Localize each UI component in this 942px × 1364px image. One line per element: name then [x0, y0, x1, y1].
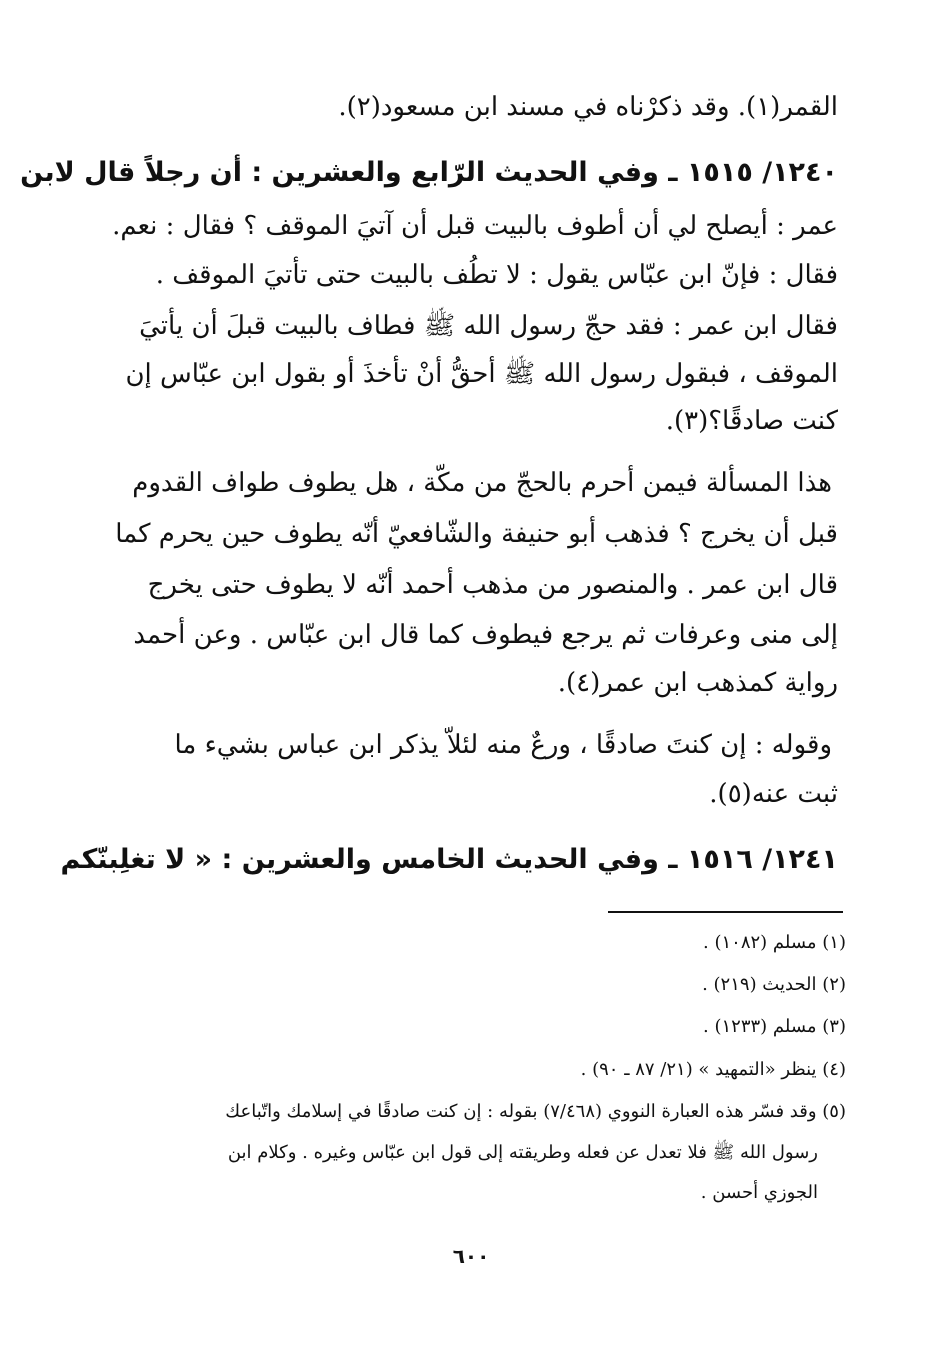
- text-line: كنت صادقًا؟(٣).: [665, 406, 838, 436]
- text-line: قبل أن يخرج ؟ فذهب أبو حنيفة والشّافعيّ أنّه يطوف حين يحرم كما: [115, 519, 838, 549]
- footnote-5: (٥) وقد فسّر هذه العبارة النووي (٧/٤٦٨) بقوله : إن كنت صادقًا في إسلامك واتّباعك: [225, 1101, 846, 1122]
- text-line: ثبت عنه(٥).: [709, 779, 838, 809]
- hadith-heading-1240: ١٢٤٠/ ١٥١٥ ـ وفي الحديث الرّابع والعشرين : أن رجلاً قال لابن: [20, 157, 838, 188]
- text-line: رواية كمذهب ابن عمر(٤).: [557, 668, 838, 698]
- footnote-2: (٢) الحديث (٢١٩) .: [702, 974, 846, 995]
- footnote-1: (١) مسلم (١٠٨٢) .: [703, 932, 846, 953]
- text-line: فقال : فإنّ ابن عبّاس يقول : لا تطُف بالبيت حتى تأتيَ الموقف .: [155, 260, 838, 290]
- footnote-4: (٤) ينظر «التمهيد » (٢١/ ٨٧ ـ ٩٠) .: [580, 1059, 846, 1080]
- footnote-3: (٣) مسلم (١٢٣٣) .: [703, 1016, 846, 1037]
- hadith-heading-1241: ١٢٤١/ ١٥١٦ ـ وفي الحديث الخامس والعشرين : « لا تغلِبنّكم: [60, 844, 838, 875]
- text-line: القمر(١). وقد ذكرْناه في مسند ابن مسعود(٢).: [338, 92, 838, 122]
- text-line: قال ابن عمر . والمنصور من مذهب أحمد أنّه لا يطوف حتى يخرج: [147, 570, 838, 600]
- text-line: وقوله : إن كنتَ صادقًا ، ورعٌ منه لئلاّ يذكر ابن عباس بشيء ما: [174, 730, 832, 760]
- text-line: الموقف ، فبقول رسول الله ﷺ أحقُّ أنْ تأخذَ أو بقول ابن عبّاس إن: [125, 359, 838, 389]
- text-line: إلى منى وعرفات ثم يرجع فيطوف كما قال ابن عبّاس . وعن أحمد: [133, 620, 838, 650]
- page-number: ٦٠٠: [452, 1244, 490, 1268]
- text-line: عمر : أيصلح لي أن أطوف بالبيت قبل أن آتيَ الموقف ؟ فقال : نعم.: [112, 211, 838, 241]
- text-line: هذا المسألة فيمن أحرم بالحجّ من مكّة ، هل يطوف طواف القدوم: [132, 468, 832, 498]
- footnote-5-continued: رسول الله ﷺ فلا تعدل عن فعله وطريقته إلى قول ابن عبّاس وغيره . وكلام ابن: [227, 1142, 818, 1163]
- text-line: فقال ابن عمر : فقد حجّ رسول الله ﷺ فطاف بالبيت قبلَ أن يأتيَ: [139, 311, 838, 341]
- footnote-separator: [608, 911, 843, 913]
- footnote-5-continued: الجوزي أحسن .: [700, 1182, 818, 1203]
